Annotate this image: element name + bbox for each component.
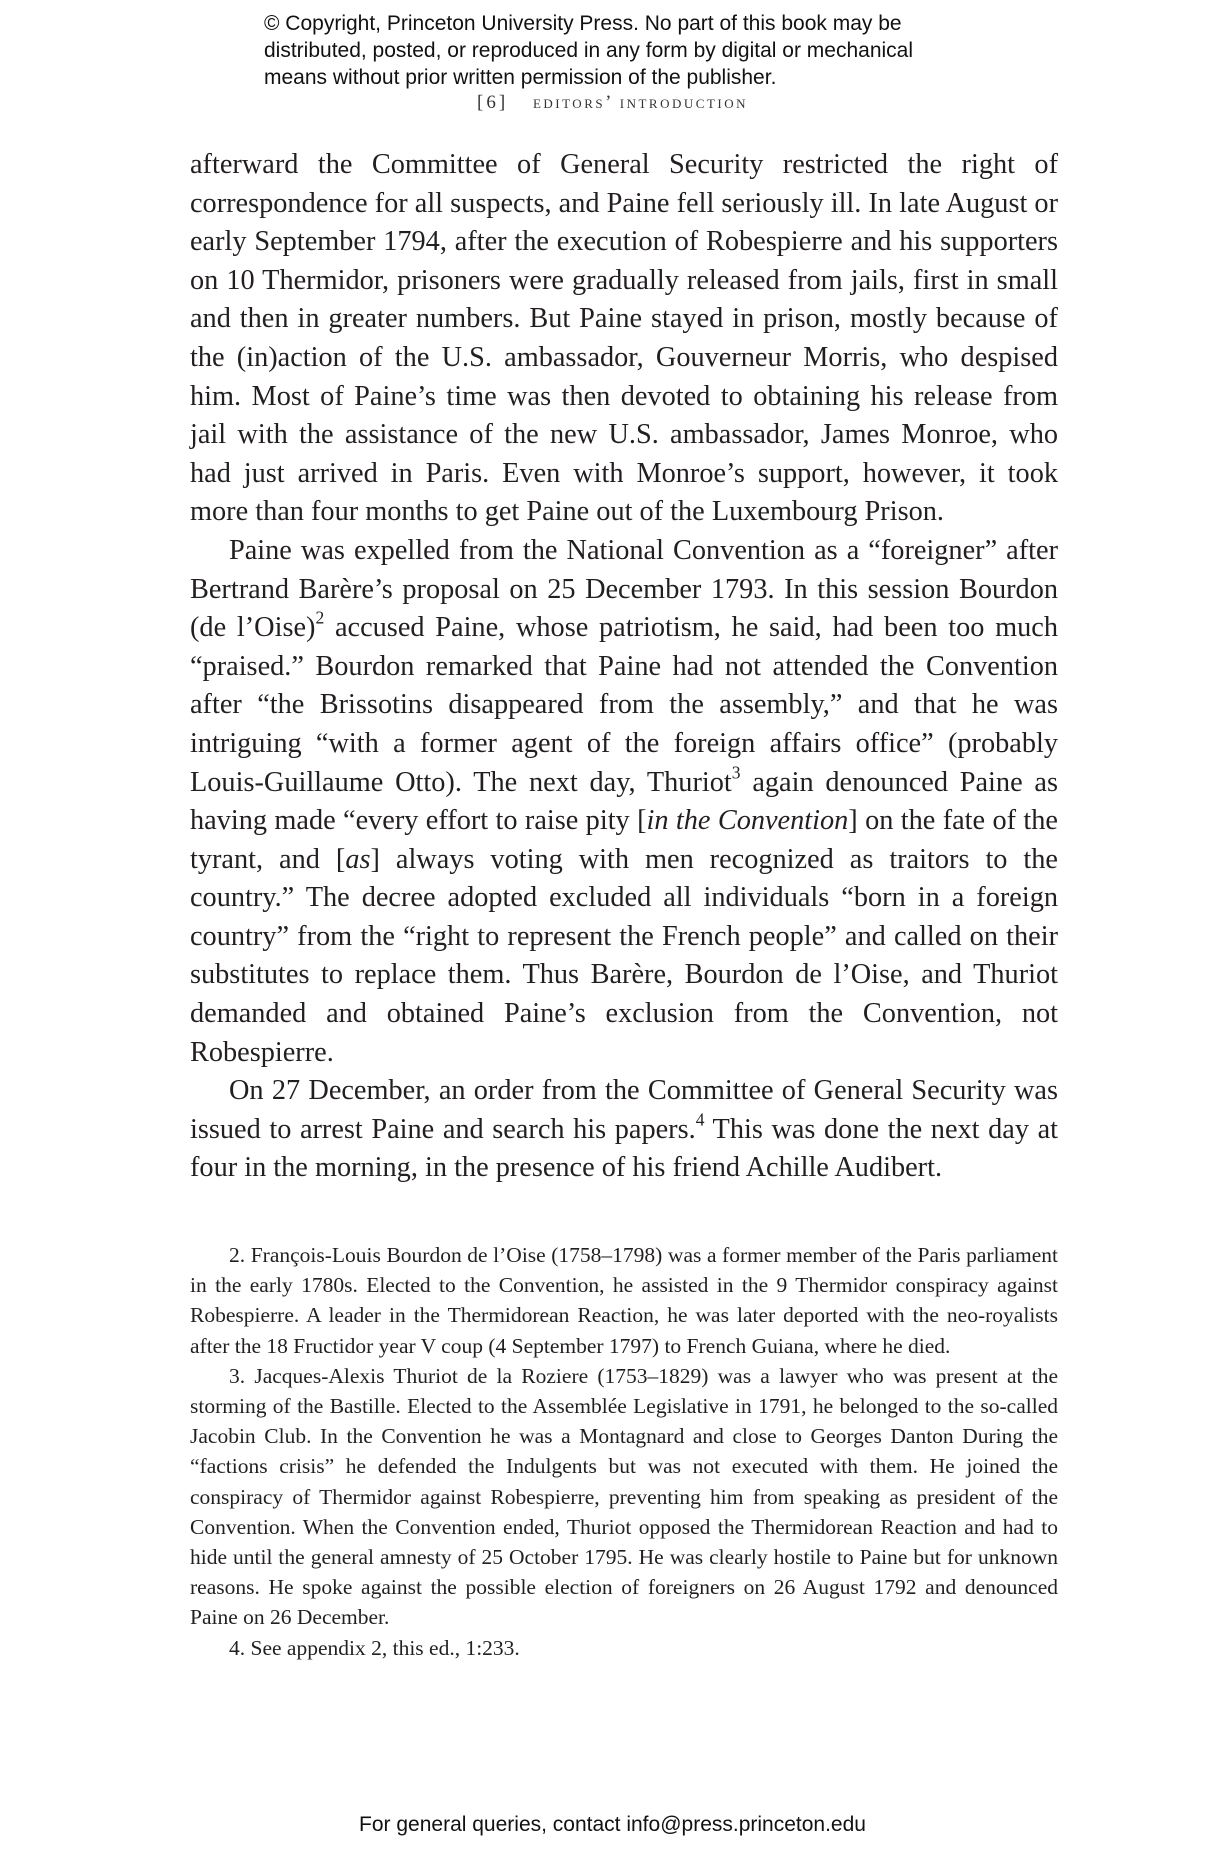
footnote-ref-4[interactable]: 4: [695, 1109, 705, 1130]
copyright-line-1: © Copyright, Princeton University Press. No part of this book may be: [264, 12, 902, 35]
page-footer: [0, 1813, 1225, 1837]
footnote-ref-2[interactable]: 2: [315, 607, 325, 628]
main-text: [190, 146, 1058, 1188]
copyright-line-3: means without prior written permission of the publisher.: [264, 66, 777, 89]
chapter-title: editors’ introduction: [532, 92, 748, 113]
footnotes: [190, 1240, 1058, 1663]
footnote-3: 3. Jacques-Alexis Thuriot de la Roziere (1753–1829) was a lawyer who was present at the storming of the Bastille. Elected to the Assemblée Legislative in 1791, he belonged to the so-called Jacobin Club. In the Convention he was a Montagnard and close to Georges Danton During the “factions crisis” he defended the Indulgents but was not executed with them. He joined the conspiracy of Thermidor against Robespierre, preventing him from speaking as president of the Convention. When the Convention ended, Thuriot opposed the Thermidorean Reaction and had to hide until the general amnesty of 25 October 1795. He was clearly hostile to Paine but for unknown reasons. He spoke against the possible election of foreigners on 26 August 1792 and denounced Paine on 26 December.: [190, 1363, 1058, 1630]
footnote-2: 2. François-Louis Bourdon de l’Oise (1758–1798) was a former member of the Paris parliament in the early 1780s. Elected to the Convention, he assisted in the 9 Thermidor conspiracy against Robespierre. A leader in the Thermidorean Reaction, he was later deported with the neo-royalists after the 18 Fructidor year V coup (4 September 1797) to French Guiana, where he died.: [190, 1243, 1058, 1358]
paragraph-1: afterward the Committee of General Security restricted the right of correspondence for all suspects, and Paine fell seriously ill. In late August or early September 1794, after the execution of Robespierre and his supporters on 10 Thermidor, prisoners were gradually released from jails, first in small and then in greater numbers. But Paine stayed in prison, mostly because of the (in)action of the U.S. ambassador, Gouverneur Morris, who despised him. Most of Paine’s time was then devoted to obtaining his release from jail with the assistance of the new U.S. ambassador, James Monroe, who had just arrived in Paris. Even with Monroe’s support, however, it took more than four months to get Paine out of the Luxembourg Prison.: [190, 149, 1058, 528]
footnote-ref-3[interactable]: 3: [731, 762, 741, 783]
footnote-4: 4. See appendix 2, this ed., 1:233.: [229, 1635, 520, 1660]
page-number: [6]: [477, 92, 509, 113]
paragraph-2: Paine was expelled from the National Convention as a “foreigner” after Bertrand Barère’s proposal on 25 December 1793. In this session Bourdon (de l’Oise)$^2$ accused Paine, whose patriotism, he said, had been too much “praised.” Bourdon remarked that Paine had not attended the Convention after “the Brissotins disappeared from the assembly,” and that he was intriguing “with a former agent of the foreign affairs office” (probably Louis-Guillaume Otto). The next day, Thuriot$^3$ again denounced Paine as having made “every effort to raise pity [in the Convention] on the fate of the tyrant, and [as] always voting with men recognized as traitors to the country.” The decree adopted excluded all individuals “born in a foreign country” from the “right to represent the French people” and called on their substitutes to replace them. Thus Barère, Bourdon de l’Oise, and Thuriot demanded and obtained Paine’s exclusion from the Convention, not Robespierre.: [190, 534, 1058, 1068]
copyright-notice: [264, 10, 984, 91]
running-head: [0, 92, 1225, 114]
paragraph-3: On 27 December, an order from the Committee of General Security was issued to arrest Paine and search his papers.$^4$ This was done the next day at four in the morning, in the presence of his friend Achille Audibert.: [190, 1075, 1058, 1184]
copyright-line-2: distributed, posted, or reproduced in any form by digital or mechanical: [264, 39, 914, 62]
contact-text: For general queries, contact info@press.princeton.edu: [359, 1813, 866, 1836]
